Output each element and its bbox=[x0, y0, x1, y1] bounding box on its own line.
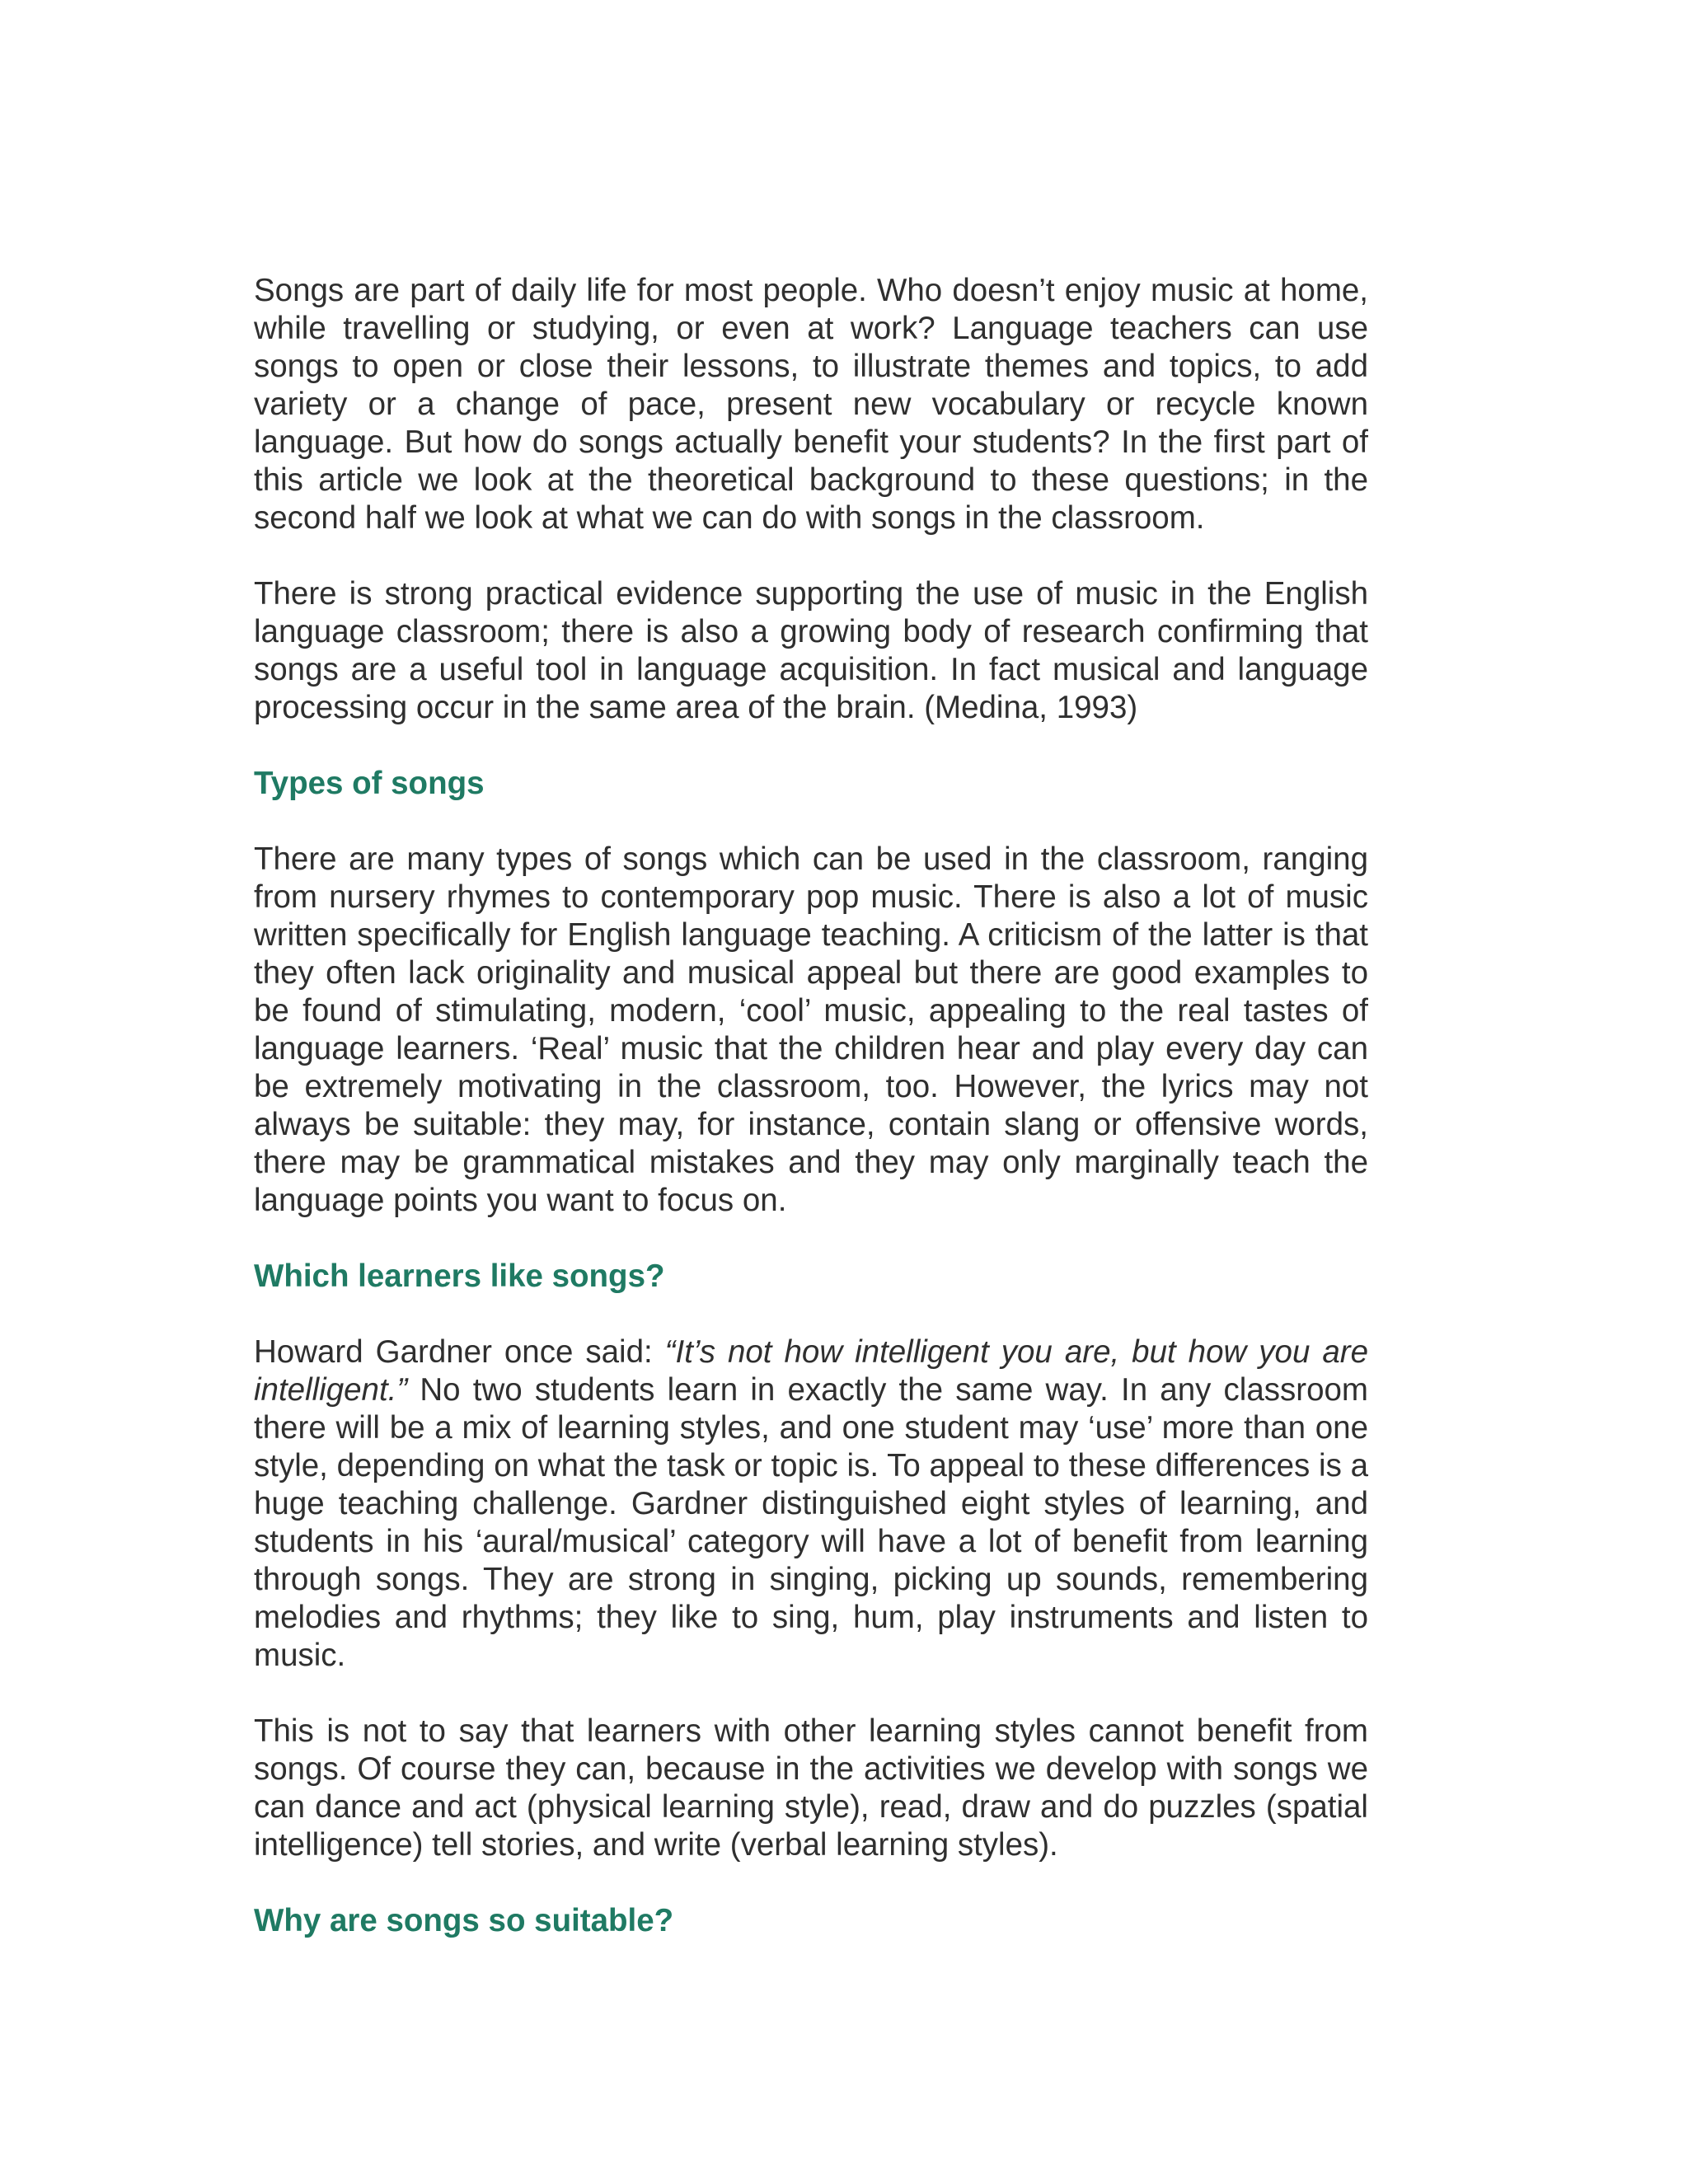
paragraph-types: There are many types of songs which can be used in the classroom, ranging from nursery rhymes to contemporary pop music. There is also a lot of music written specifically for English language teaching. A criticism of the latter is that they often lack originality and musical appeal but there are good examples to be found of stimulating, modern, ‘cool’ music, appealing to the real tastes of language learners. ‘Real’ music that the children hear and play every day can be extremely motivating in the classroom, too. However, the lyrics may not always be suitable: they may, for instance, contain slang or offensive words, there may be grammatical mistakes and they may only marginally teach the language points you want to focus on. bbox=[254, 841, 1368, 1218]
heading-why-suitable: Why are songs so suitable? bbox=[254, 1903, 674, 1938]
paragraph-intro: Songs are part of daily life for most people. Who doesn’t enjoy music at home, while travelling or studying, or even at work? Language teachers can use songs to open or close their lessons, to illustrate themes and topics, to add variety or a change of pace, present new vocabulary or recycle known language. But how do songs actually benefit your students? In the first part of this article we look at the theoretical background to these questions; in the second half we look at what we can do with songs in the classroom. bbox=[254, 273, 1368, 536]
gardner-intro-text: Howard Gardner once said: bbox=[254, 1334, 665, 1370]
gardner-quote: “It’s not how intelligent you are, but how you are intelligent.” bbox=[254, 1334, 1368, 1408]
paragraph-other-styles: This is not to say that learners with other learning styles cannot benefit from songs. Of course they can, because in the activities we develop with songs we can dance and act (physical learning style), read, draw and do puzzles (spatial intelligence) tell stories, and write (verbal learning styles). bbox=[254, 1713, 1368, 1863]
gardner-rest-text: No two students learn in exactly the same way. In any classroom there will be a mix of learning styles, and one student may ‘use’ more than one style, depending on what the task or topic is. To appeal to these differences is a huge teaching challenge. Gardner distinguished eight styles of learning, and students in his ‘aural/musical’ category will have a lot of benefit from learning through songs. They are strong in singing, picking up sounds, remembering melodies and rhythms; they like to sing, hum, play instruments and listen to music. bbox=[254, 1372, 1368, 1673]
article-body bbox=[254, 272, 1368, 1978]
paragraph-gardner bbox=[254, 1333, 1368, 1675]
heading-types-of-songs: Types of songs bbox=[254, 766, 485, 801]
heading-which-learners: Which learners like songs? bbox=[254, 1258, 665, 1294]
paragraph-evidence: There is strong practical evidence supporting the use of music in the English language classroom; there is also a growing body of research confirming that songs are a useful tool in language acquisition. In fact musical and language processing occur in the same area of the brain. (Medina, 1993) bbox=[254, 576, 1368, 725]
